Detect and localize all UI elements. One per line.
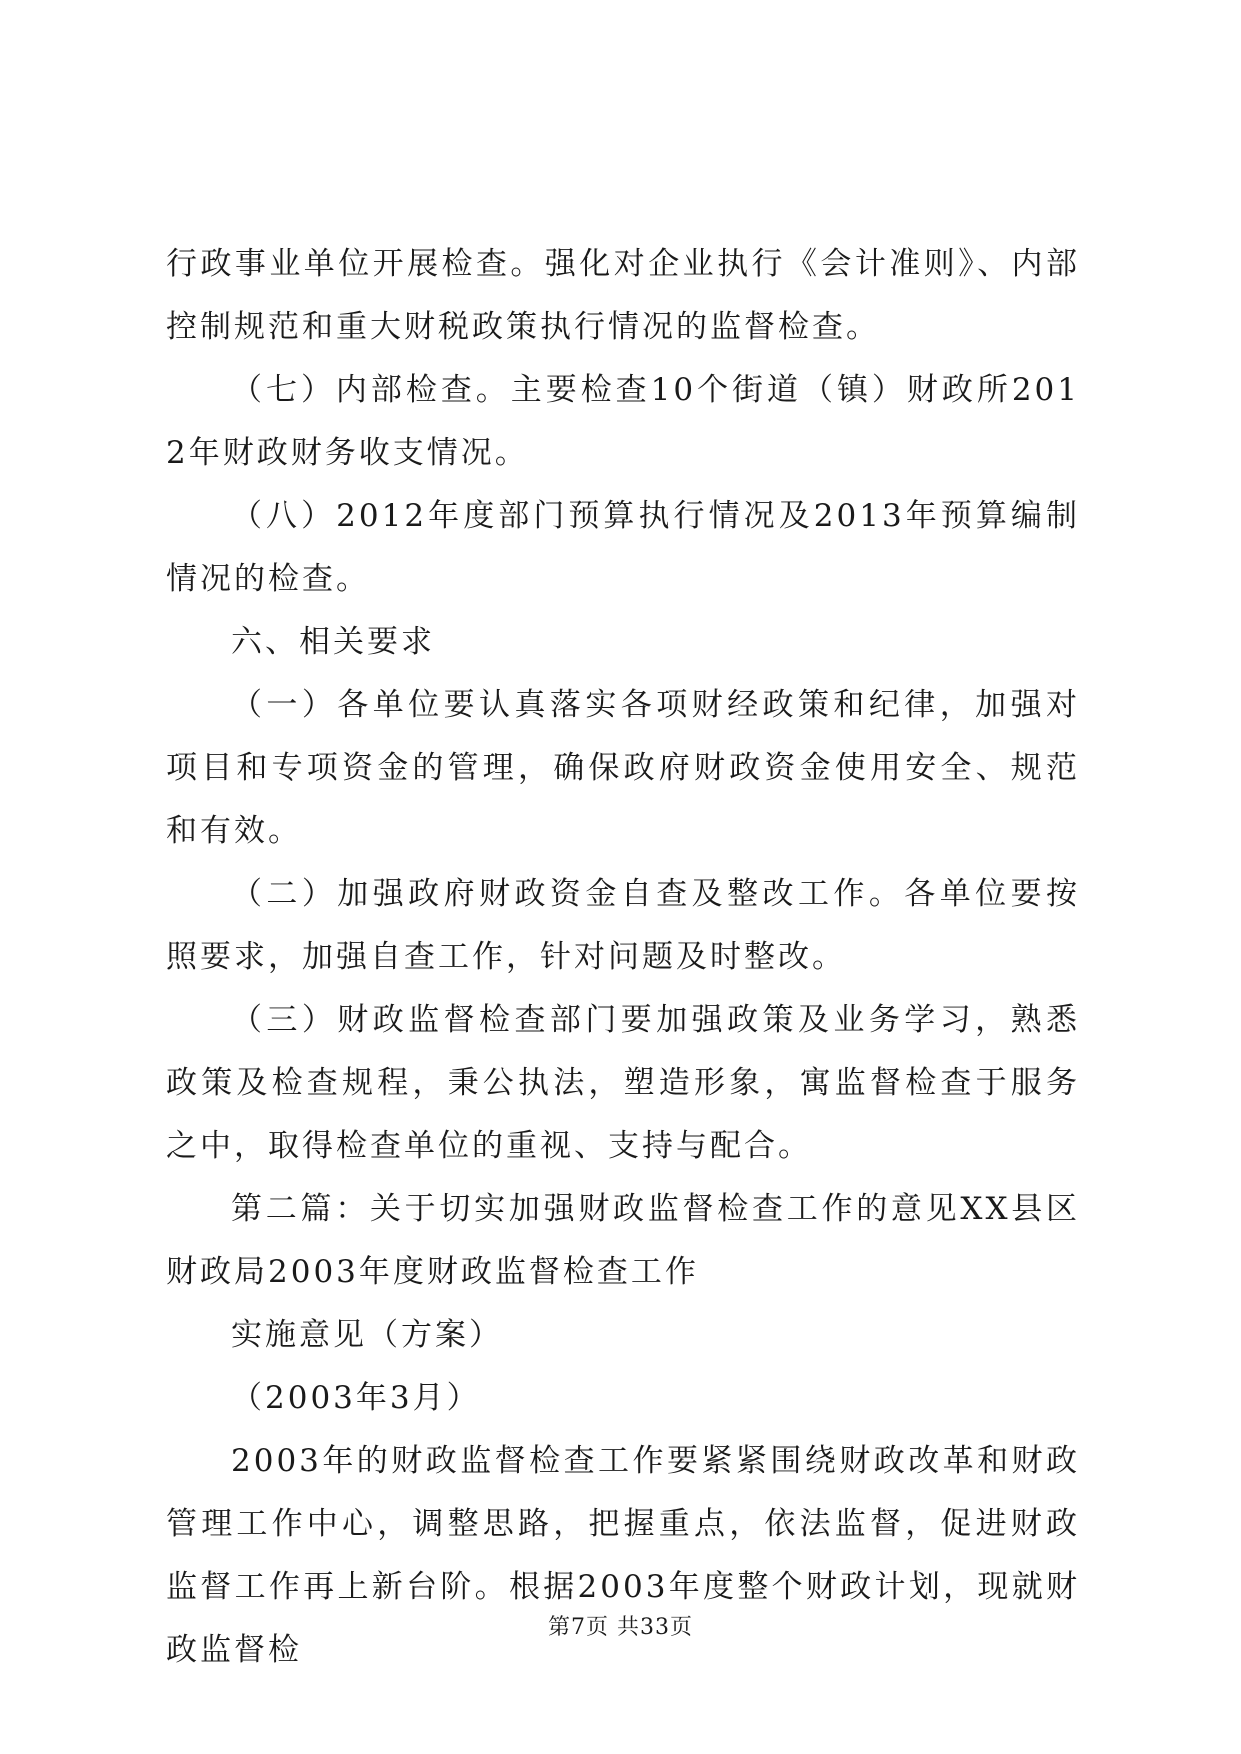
paragraph-continued: 行政事业单位开展检查。强化对企业执行《会计准则》、内部控制规范和重大财税政策执行情况的监督检查。 — [166, 246, 1080, 345]
section-heading-requirements: 六、相关要求 — [231, 624, 435, 660]
part-two-intro: 2003年的财政监督检查工作要紧紧围绕财政改革和财政管理工作中心，调整思路，把握重点，依法监督，促进财政监督工作再上新台阶。根据2003年度整个财政计划，现就财政监督检 — [166, 1443, 1080, 1668]
paragraph-item-8: （八）2012年度部门预算执行情况及2013年预算编制情况的检查。 — [166, 498, 1080, 597]
page-number-footer: 第7页 共33页 — [548, 1615, 693, 1640]
part-two-date: （2003年3月） — [231, 1380, 481, 1416]
paragraph-requirement-1: （一）各单位要认真落实各项财经政策和纪律，加强对项目和专项资金的管理，确保政府财政资金使用安全、规范和有效。 — [166, 687, 1080, 849]
part-two-title: 第二篇：关于切实加强财政监督检查工作的意见XX县区财政局2003年度财政监督检查工作 — [166, 1191, 1080, 1290]
document-body — [166, 233, 1080, 1682]
paragraph-requirement-3: （三）财政监督检查部门要加强政策及业务学习，熟悉政策及检查规程，秉公执法，塑造形象，寓监督检查于服务之中，取得检查单位的重视、支持与配合。 — [166, 1002, 1080, 1164]
paragraph-item-7: （七）内部检查。主要检查10个街道（镇）财政所2012年财政财务收支情况。 — [166, 372, 1080, 471]
paragraph-requirement-2: （二）加强政府财政资金自查及整改工作。各单位要按照要求，加强自查工作，针对问题及时整改。 — [166, 876, 1080, 975]
part-two-subtitle: 实施意见（方案） — [231, 1317, 503, 1353]
